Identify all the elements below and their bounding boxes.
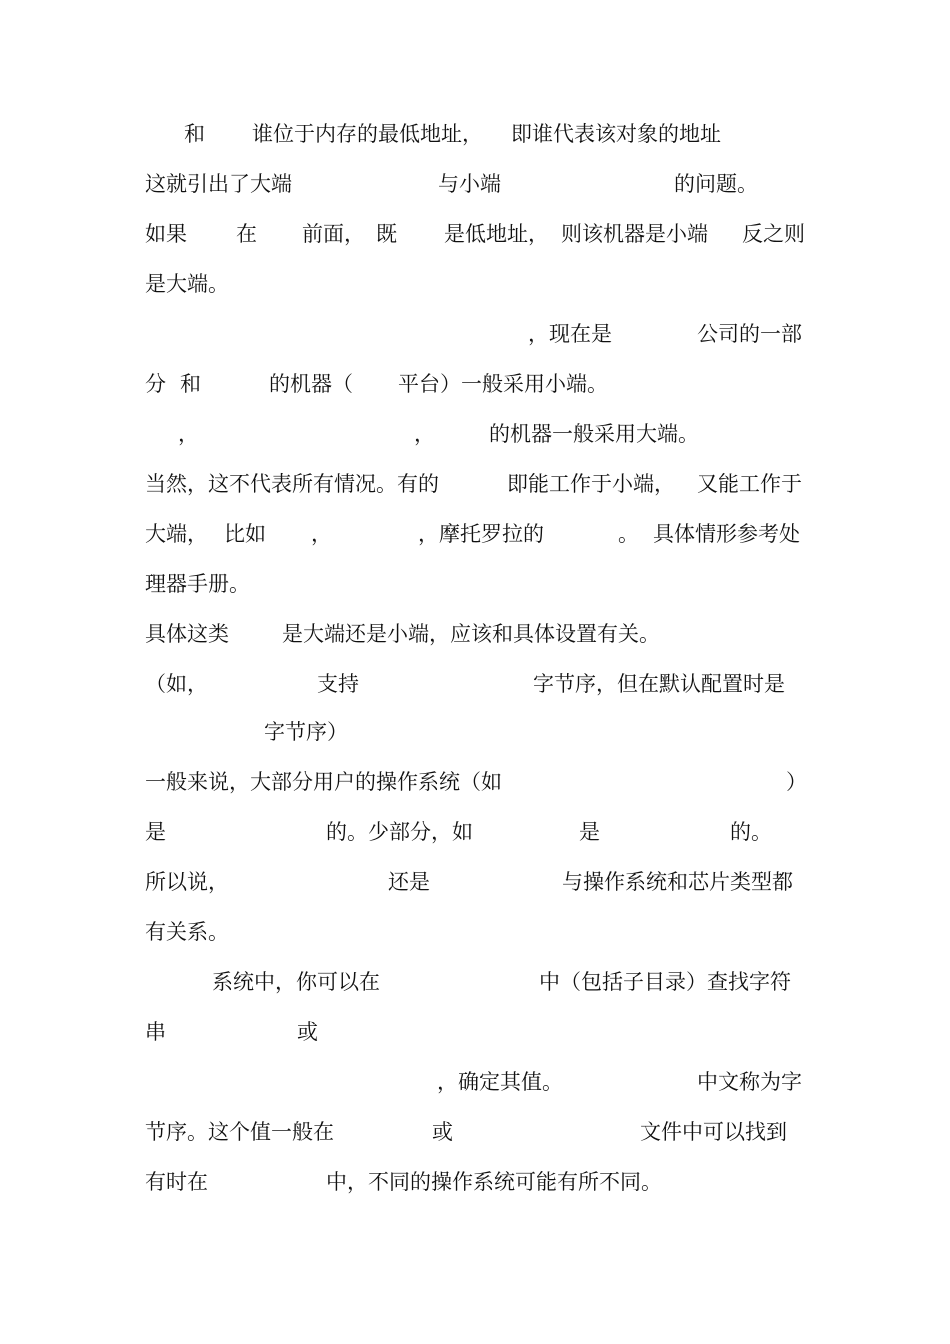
text-fragment: 与小端 (438, 172, 501, 196)
text-fragment: 中（包括子目录）查找字符 (539, 970, 791, 994)
text-fragment: 串 (145, 1020, 166, 1044)
text-fragment: ，摩托罗拉的 (418, 522, 544, 546)
text-fragment: 的。 (730, 820, 772, 844)
text-fragment: 或 (297, 1020, 318, 1044)
text-fragment: ， (311, 522, 332, 546)
text-fragment: 。 (618, 522, 639, 546)
text-fragment: 比如 (224, 522, 266, 546)
text-fragment: 还是 (388, 870, 430, 894)
text-fragment: 中文称为字 (697, 1070, 802, 1094)
text-fragment: 字节序，但在默认配置时是 (533, 672, 785, 696)
text-fragment: 具体情形参考处 (653, 522, 800, 546)
text-fragment: 的机器一般采用大端。 (489, 422, 699, 446)
text-fragment: 一般来说，大部分用户的操作系统（如 (145, 770, 502, 794)
text-fragment: 如果 (145, 222, 187, 246)
text-fragment: 前面， (302, 222, 365, 246)
text-fragment: 的机器（ (269, 372, 353, 396)
text-fragment: 中，不同的操作系统可能有所不同。 (326, 1170, 662, 1194)
text-fragment: 大端， (145, 522, 208, 546)
text-fragment: 既 (376, 222, 397, 246)
text-fragment: 和 (184, 122, 205, 146)
text-fragment: 是大端。 (145, 272, 229, 296)
text-fragment: 所以说， (145, 870, 229, 894)
text-fragment: 或 (432, 1120, 453, 1144)
text-fragment: 又能工作于 (697, 472, 802, 496)
text-fragment: （如， (145, 672, 208, 696)
text-fragment: 支持 (317, 672, 359, 696)
text-fragment: 理器手册。 (145, 572, 250, 596)
text-fragment: ，现在是 (528, 322, 612, 346)
text-fragment: ， (178, 422, 199, 446)
text-fragment: 的。少部分，如 (326, 820, 473, 844)
text-fragment: 即谁代表该对象的地址 (511, 122, 721, 146)
text-fragment: 在 (236, 222, 257, 246)
text-fragment: 则该机器是小端 (561, 222, 708, 246)
text-fragment: 是 (579, 820, 600, 844)
text-fragment: 是 (145, 820, 166, 844)
text-fragment: 的问题。 (674, 172, 758, 196)
text-fragment: ，确定其值。 (437, 1070, 563, 1094)
text-fragment: 当然，这不代表所有情况。有的 (145, 472, 439, 496)
text-fragment: 反之则 (742, 222, 805, 246)
text-fragment: 这就引出了大端 (145, 172, 292, 196)
text-fragment: 有关系。 (145, 920, 229, 944)
text-fragment: 即能工作于小端， (507, 472, 675, 496)
text-fragment: 文件中可以找到 (640, 1120, 787, 1144)
text-fragment: 字节序） (264, 720, 348, 744)
text-fragment: 有时在 (145, 1170, 208, 1194)
text-fragment: 和 (180, 372, 201, 396)
text-fragment: ， (414, 422, 435, 446)
text-fragment: 公司的一部 (697, 322, 802, 346)
text-fragment: ） (786, 770, 807, 794)
text-fragment: 是大端还是小端，应该和具体设置有关。 (282, 622, 660, 646)
text-fragment: 系统中，你可以在 (212, 970, 380, 994)
text-fragment: 与操作系统和芯片类型都 (562, 870, 793, 894)
text-fragment: 平台）一般采用小端。 (398, 372, 608, 396)
text-fragment: 节序。这个值一般在 (145, 1120, 334, 1144)
text-fragment: 是低地址， (444, 222, 549, 246)
text-fragment: 谁位于内存的最低地址， (252, 122, 483, 146)
text-fragment: 具体这类 (145, 622, 229, 646)
text-fragment: 分 (145, 372, 166, 396)
